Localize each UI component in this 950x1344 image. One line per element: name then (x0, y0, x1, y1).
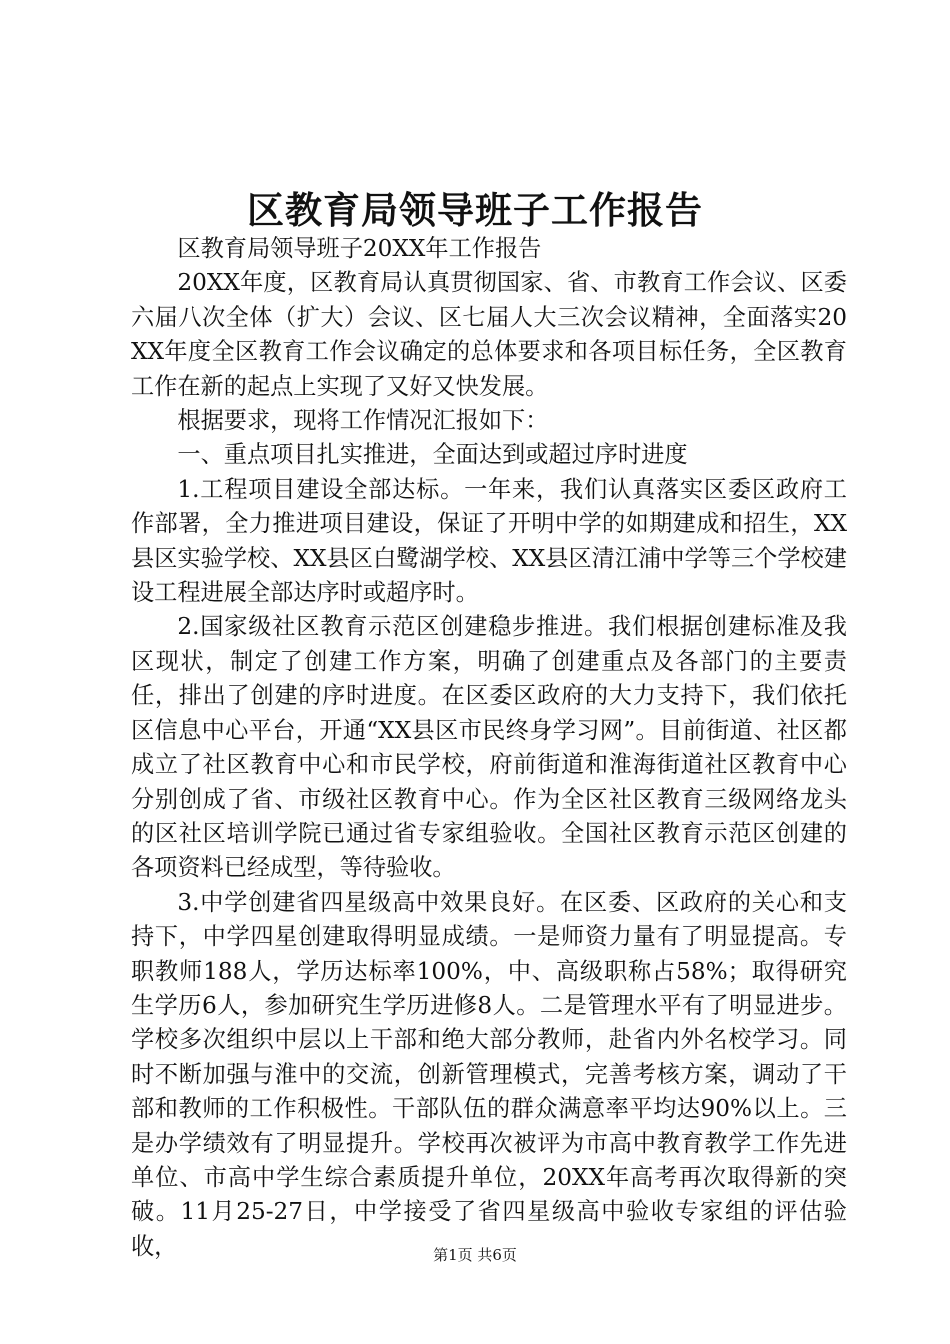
paragraph-subtitle: 区教育局领导班子20XX年工作报告 (177, 235, 542, 262)
document-title: 区教育局领导班子工作报告 (247, 188, 703, 232)
paragraph-intro: 20XX年度，区教育局认真贯彻国家、省、市教育工作会议、区委六届八次全体（扩大）会议、区七届人大三次会议精神，全面落实20XX年度全区教育工作会议确定的总体要求和各项目标任务，全区教育工作在新的起点上实现了又好又快发展。 (131, 269, 847, 400)
page-number-footer: 第1页 共6页 (433, 1246, 517, 1264)
section-heading-1: 一、重点项目扎实推进，全面达到或超过序时进度 (177, 441, 688, 469)
paragraph-item-3: 3.中学创建省四星级高中效果良好。在区委、区政府的关心和支持下，中学四星创建取得明显成绩。一是师资力量有了明显提高。专职教师188人，学历达标率100%，中、高级职称占58%；取得研究生学历6人，参加研究生学历进修8人。二是管理水平有了明显进步。学校多次组织中层以上干部和绝大部分教师，赴省内外名校学习。同时不断加强与淮中的交流，创新管理模式，完善考核方案，调动了干部和教师的工作积极性。干部队伍的群众满意率平均达90%以上。三是办学绩效有了明显提升。学校再次被评为市高中教育教学工作先进单位、市高中学生综合素质提升单位，20XX年高考再次取得新的突破。11月25-27日，中学接受了省四星级高中验收专家组的评估验收， (131, 888, 847, 1260)
paragraph-report-lead: 根据要求，现将工作情况汇报如下： (177, 407, 549, 435)
document-body (131, 232, 847, 1264)
paragraph-item-2: 2.国家级社区教育示范区创建稳步推进。我们根据创建标准及我区现状，制定了创建工作方案，明确了创建重点及各部门的主要责任，排出了创建的序时进度。在区委区政府的大力支持下，我们依托区信息中心平台，开通“XX县区市民终身学习网”。目前街道、社区都成立了社区教育中心和市民学校，府前街道和淮海街道社区教育中心分别创成了省、市级社区教育中心。作为全区社区教育三级网络龙头的区社区培训学院已通过省专家组验收。全国社区教育示范区创建的各项资料已经成型，等待验收。 (131, 613, 847, 882)
paragraph-item-1: 1.工程项目建设全部达标。一年来，我们认真落实区委区政府工作部署，全力推进项目建设，保证了开明中学的如期建成和招生，XX县区实验学校、XX县区白鹭湖学校、XX县区清江浦中学等三个学校建设工程进展全部达序时或超序时。 (131, 475, 847, 607)
